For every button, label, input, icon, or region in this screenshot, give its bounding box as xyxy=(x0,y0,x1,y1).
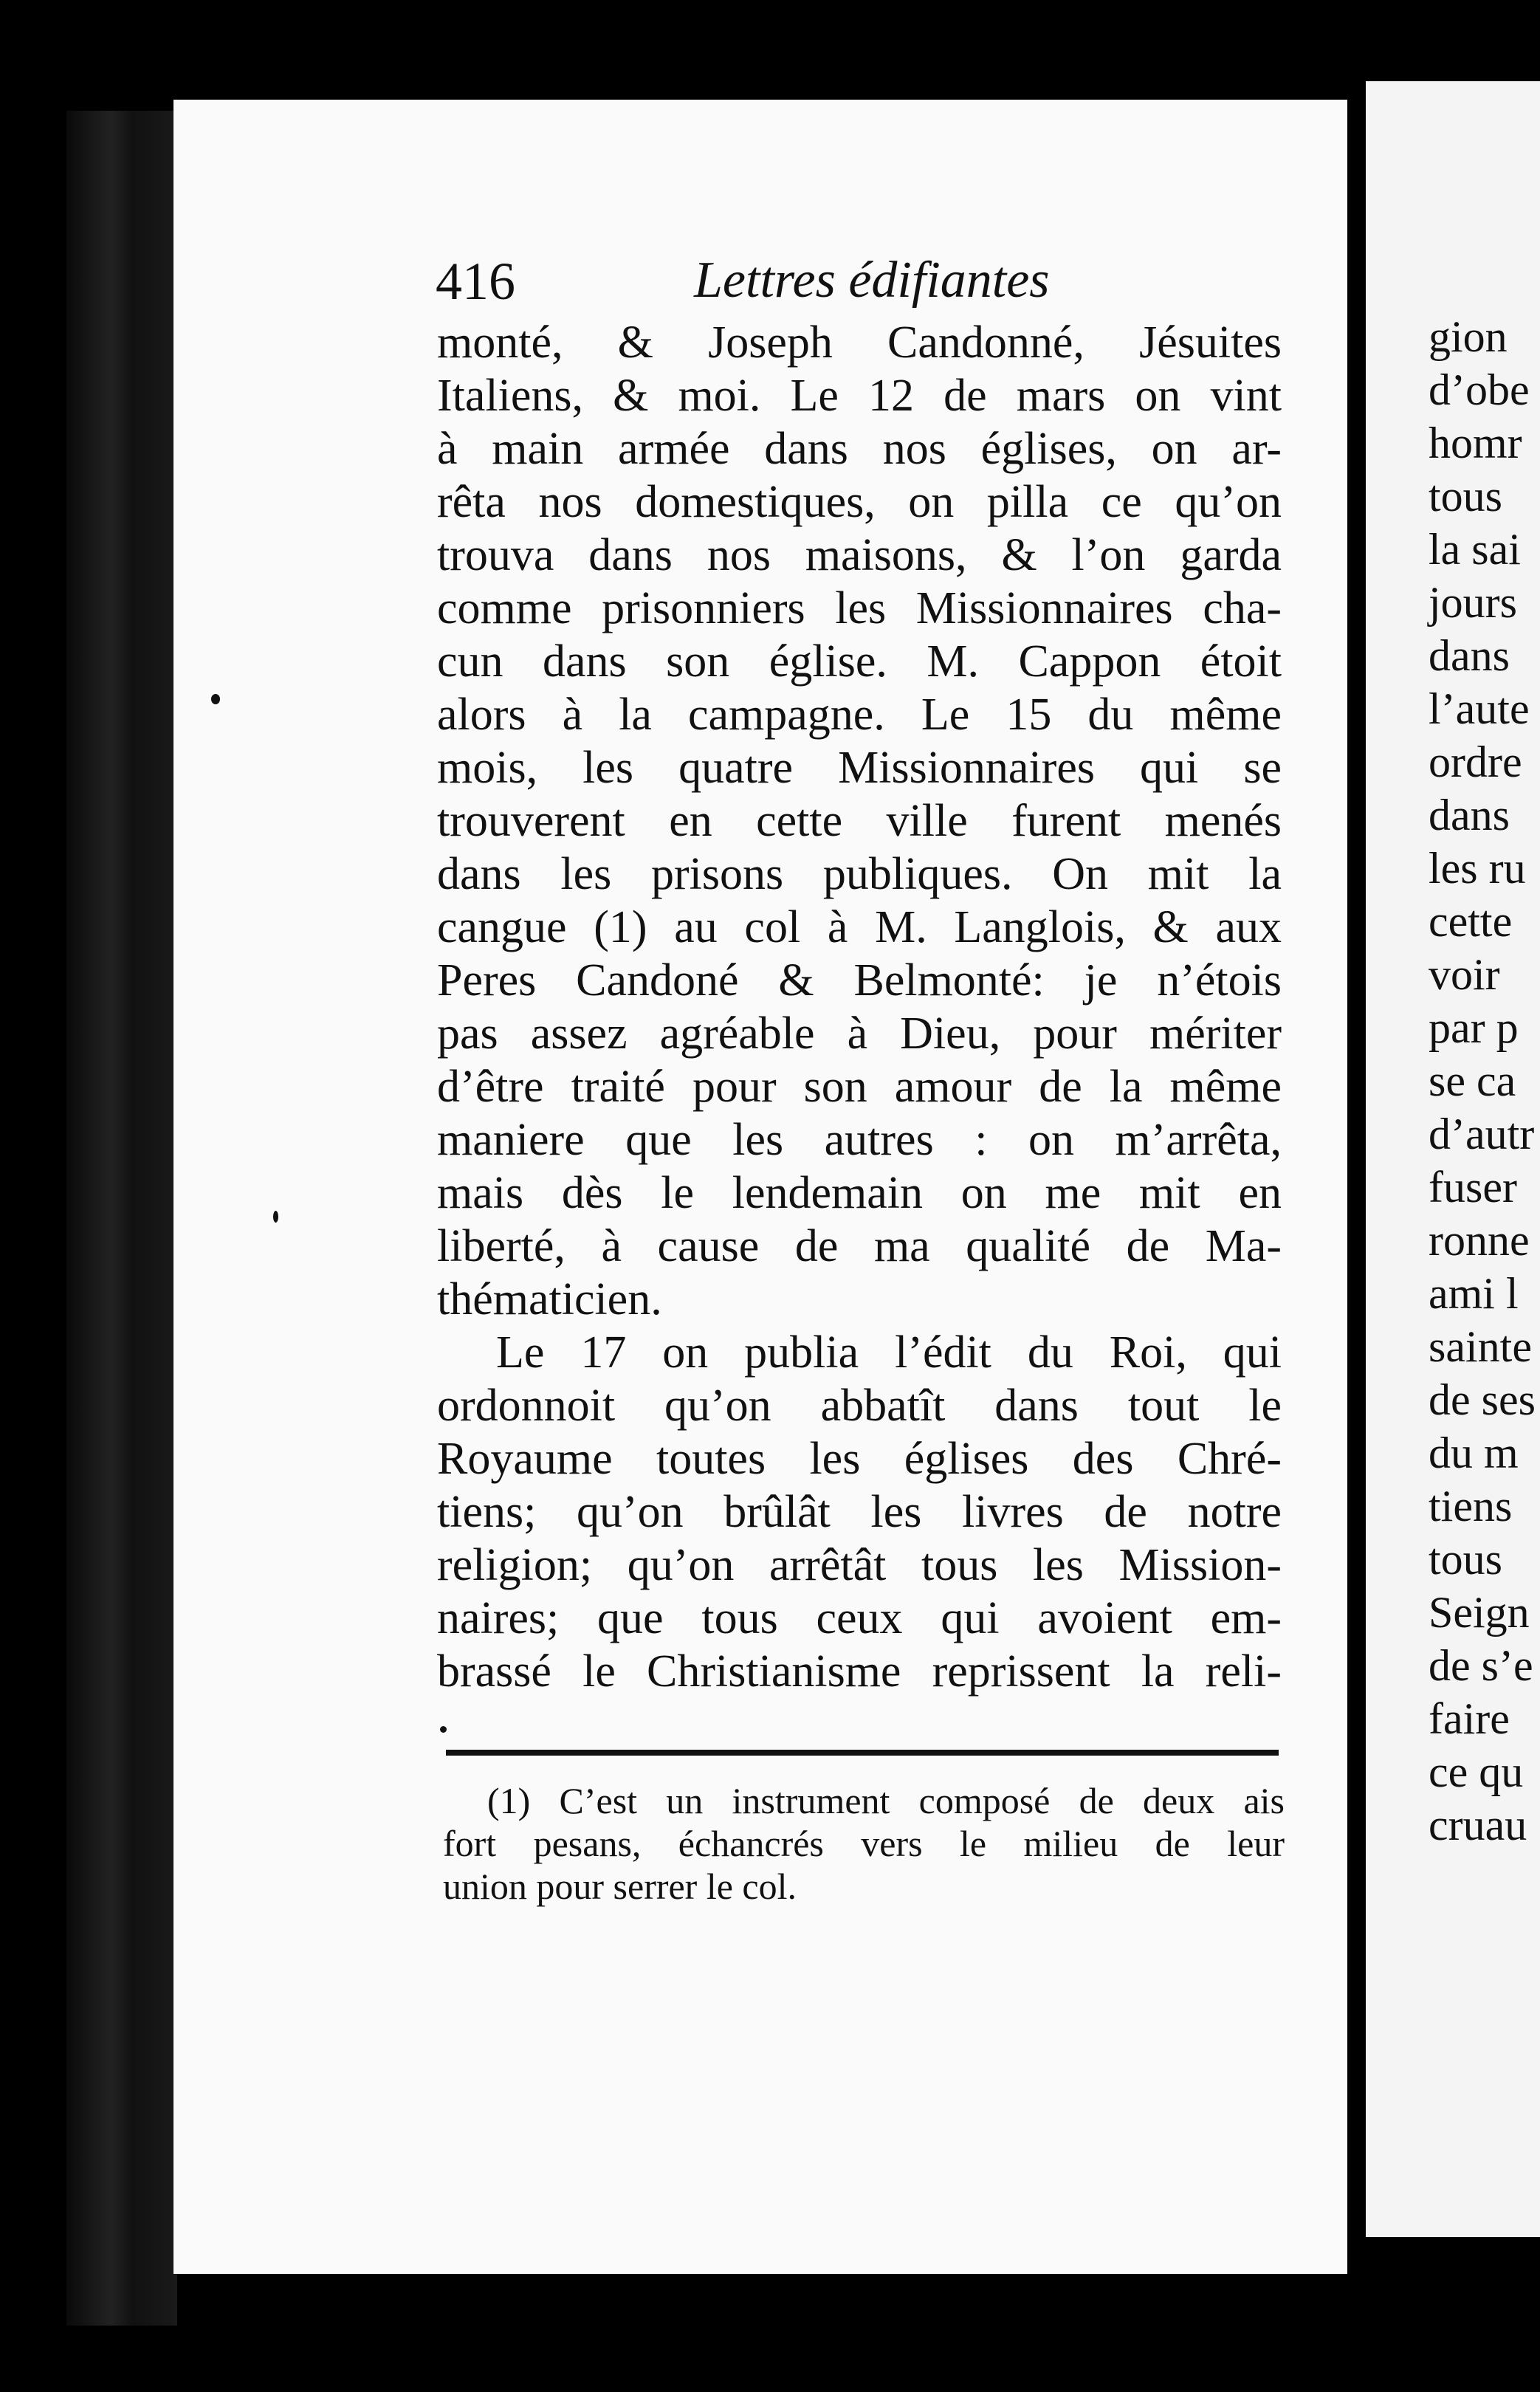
running-head xyxy=(436,251,1292,325)
facing-line: fuser xyxy=(1429,1163,1517,1212)
facing-line: par p xyxy=(1429,1003,1519,1052)
book-spine xyxy=(66,111,177,2326)
running-title: Lettres édifiantes xyxy=(694,252,1050,309)
facing-page-text xyxy=(1429,310,1540,1852)
facing-line: cette xyxy=(1429,897,1513,946)
stray-mark xyxy=(273,1211,278,1223)
text-line: religion; qu’on arrêtât tous les Mission- xyxy=(437,1540,1282,1590)
facing-line: la sai xyxy=(1429,525,1521,574)
page-gutter xyxy=(1348,81,1364,2266)
text-line: mois, les quatre Missionnaires qui se xyxy=(437,743,1282,793)
page-number: 416 xyxy=(436,252,515,311)
facing-line: voir xyxy=(1429,950,1500,999)
text-line: pas assez agréable à Dieu, pour mériter xyxy=(437,1008,1282,1059)
text-line: thématicien. xyxy=(437,1274,662,1324)
text-line: Peres Candoné & Belmonté: je n’étois xyxy=(437,955,1282,1006)
facing-line: du m xyxy=(1429,1429,1519,1477)
facing-line: gion xyxy=(1429,312,1508,361)
facing-line: dans xyxy=(1429,791,1510,839)
text-line: Italiens, & moi. Le 12 de mars on vint xyxy=(437,371,1282,421)
facing-line: cruau xyxy=(1429,1801,1527,1849)
text-line: dans les prisons publiques. On mit la xyxy=(437,849,1282,899)
main-text xyxy=(437,316,1282,1698)
facing-line: faire xyxy=(1429,1694,1510,1743)
text-line: mais dès le lendemain on me mit en xyxy=(437,1168,1282,1218)
facing-line: d’obe xyxy=(1429,365,1530,414)
text-line: tiens; qu’on brûlât les livres de notre xyxy=(437,1487,1282,1537)
text-line: ordonnoit qu’on abbatît dans tout le xyxy=(437,1381,1282,1431)
facing-line: les ru xyxy=(1429,844,1526,893)
text-line: Le 17 on publia l’édit du Roi, qui xyxy=(496,1327,1282,1378)
text-line: comme prisonniers les Missionnaires cha- xyxy=(437,583,1282,633)
text-line: cun dans son église. M. Cappon étoit xyxy=(437,636,1282,687)
stray-mark xyxy=(440,1726,447,1733)
text-line: d’être traité pour son amour de la même xyxy=(437,1062,1282,1112)
text-line: maniere que les autres : on m’arrêta, xyxy=(437,1115,1282,1165)
facing-line: l’aute xyxy=(1429,684,1530,733)
facing-line: de s’e xyxy=(1429,1641,1533,1690)
facing-line: se ca xyxy=(1429,1056,1516,1105)
facing-line: sainte xyxy=(1429,1322,1532,1371)
text-line: à main armée dans nos églises, on ar- xyxy=(437,424,1282,474)
footnote-line: fort pesans, échancrés vers le milieu de leur xyxy=(443,1823,1285,1864)
facing-line: tiens xyxy=(1429,1482,1513,1530)
footnote-line: (1) C’est un instrument composé de deux ais xyxy=(487,1780,1285,1821)
text-line: trouva dans nos maisons, & l’on garda xyxy=(437,530,1282,580)
facing-line: ronne xyxy=(1429,1216,1530,1265)
facing-line: jours xyxy=(1429,578,1517,627)
facing-line: de ses xyxy=(1429,1375,1536,1424)
facing-line: dans xyxy=(1429,631,1510,680)
facing-line: d’autr xyxy=(1429,1110,1535,1158)
footnote xyxy=(443,1779,1285,1908)
facing-line: homr xyxy=(1429,419,1522,467)
footnote-line: union pour serrer le col. xyxy=(443,1866,797,1907)
text-line: Royaume toutes les églises des Chré- xyxy=(437,1434,1282,1484)
facing-line: tous xyxy=(1429,1535,1503,1584)
text-line: brassé le Christianisme reprissent la reli- xyxy=(437,1646,1282,1697)
facing-line: ami l xyxy=(1429,1269,1519,1318)
text-line: alors à la campagne. Le 15 du même xyxy=(437,690,1282,740)
text-line: trouverent en cette ville furent menés xyxy=(437,796,1282,846)
stray-mark xyxy=(211,694,220,704)
text-line: liberté, à cause de ma qualité de Ma- xyxy=(437,1221,1282,1271)
text-line: cangue (1) au col à M. Langlois, & aux xyxy=(437,902,1282,952)
text-line: monté, & Joseph Candonné, Jésuites xyxy=(437,317,1282,368)
facing-line: ordre xyxy=(1429,738,1522,786)
facing-line: ce qu xyxy=(1429,1747,1524,1796)
facing-line: Seign xyxy=(1429,1588,1530,1637)
text-line: rêta nos domestiques, on pilla ce qu’on xyxy=(437,477,1282,527)
facing-line: tous xyxy=(1429,472,1503,520)
text-line: naires; que tous ceux qui avoient em- xyxy=(437,1593,1282,1643)
footnote-rule xyxy=(446,1750,1279,1756)
